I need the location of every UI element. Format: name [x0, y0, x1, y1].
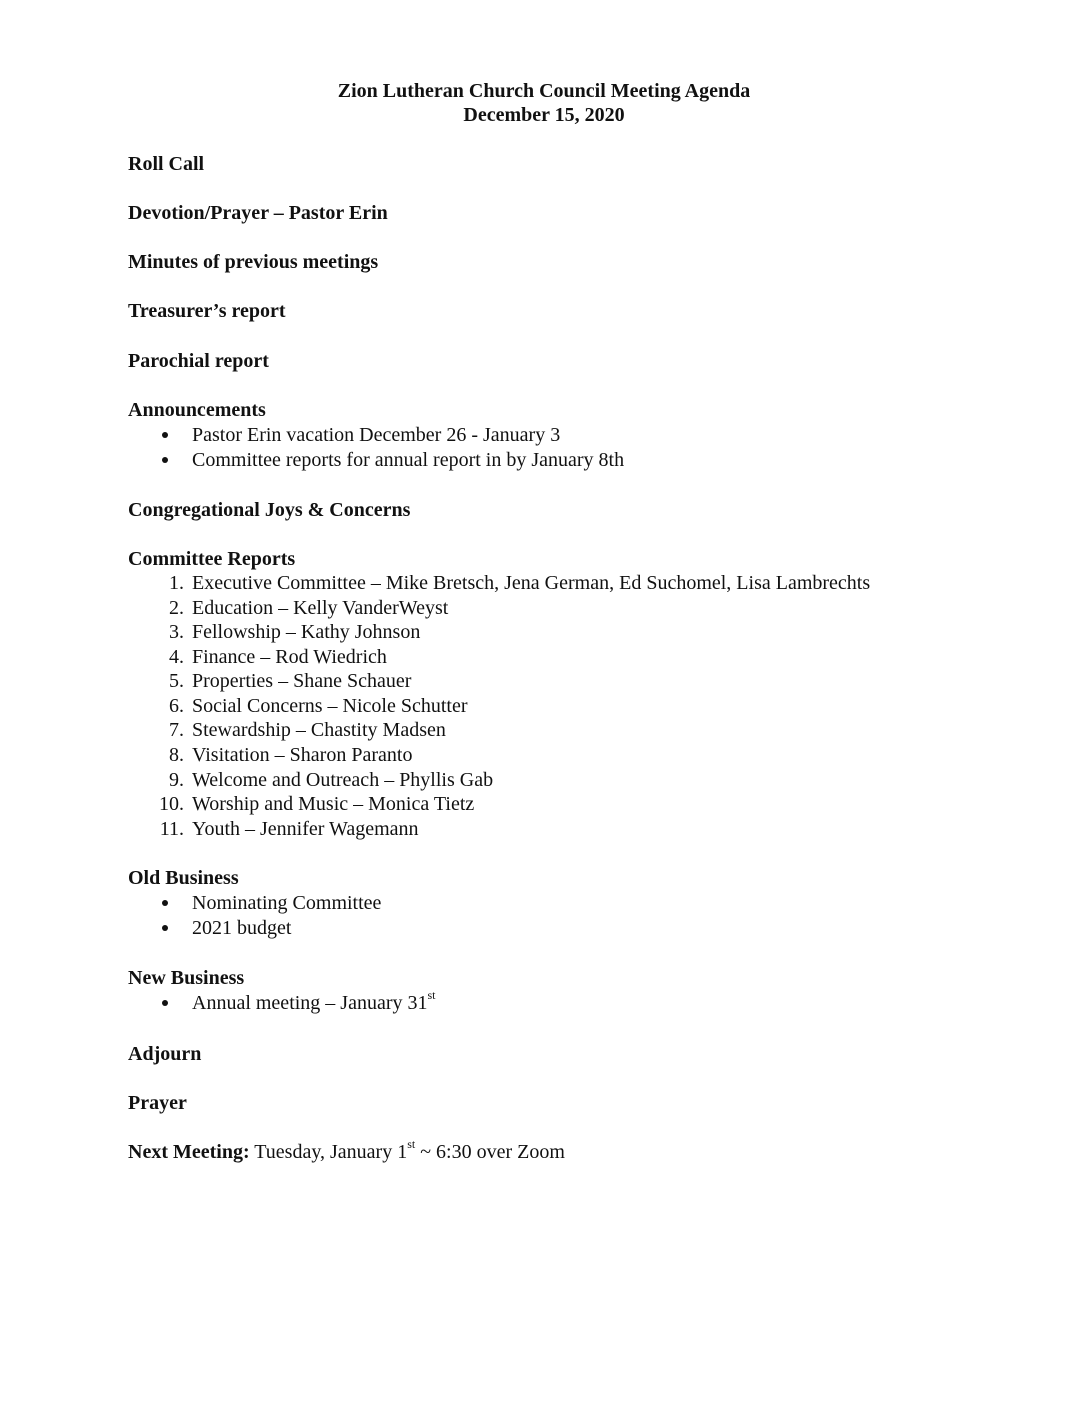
list-number: 11. [159, 818, 184, 840]
committee-item: Social Concerns – Nicole Schutter [192, 695, 468, 717]
announcement-item: Committee reports for annual report in by January 8th [192, 449, 625, 471]
committee-item: Stewardship – Chastity Madsen [192, 719, 446, 741]
heading-devotion: Devotion/Prayer – Pastor Erin [128, 202, 388, 224]
heading-prayer: Prayer [128, 1092, 187, 1114]
committee-item: Visitation – Sharon Paranto [192, 744, 413, 766]
bullet-icon [162, 432, 168, 438]
heading-roll-call: Roll Call [128, 153, 205, 175]
new-business-item-suffix: st [427, 988, 436, 1003]
next-meeting-time: ~ 6:30 over Zoom [415, 1141, 565, 1163]
old-business-item: Nominating Committee [192, 892, 382, 914]
announcement-item: Pastor Erin vacation December 26 - January 3 [192, 424, 561, 446]
heading-adjourn: Adjourn [128, 1043, 202, 1065]
next-meeting-line [128, 1137, 565, 1164]
document-title: Zion Lutheran Church Council Meeting Agenda [337, 80, 751, 102]
committee-item: Worship and Music – Monica Tietz [192, 793, 475, 815]
list-number: 2. [169, 597, 184, 619]
bullet-icon [162, 925, 168, 931]
committee-item: Youth – Jennifer Wagemann [192, 818, 419, 840]
bullet-icon [162, 457, 168, 463]
list-number: 6. [169, 695, 184, 717]
heading-new-business: New Business [128, 967, 245, 989]
new-business-item-text: Annual meeting – January 31 [192, 992, 428, 1014]
committee-item: Executive Committee – Mike Bretsch, Jena German, Ed Suchomel, Lisa Lambrechts [192, 572, 871, 594]
list-number: 8. [169, 744, 184, 766]
committee-item: Education – Kelly VanderWeyst [192, 597, 449, 619]
list-number: 10. [159, 793, 184, 815]
list-number: 3. [169, 621, 184, 643]
old-business-item: 2021 budget [192, 917, 292, 939]
next-meeting-date-suffix: st [407, 1137, 416, 1152]
list-number: 5. [169, 670, 184, 692]
bullet-icon [162, 900, 168, 906]
heading-minutes: Minutes of previous meetings [128, 251, 379, 273]
bullet-icon [162, 1000, 168, 1006]
heading-parochial: Parochial report [128, 350, 269, 372]
heading-committee-reports: Committee Reports [128, 548, 296, 570]
heading-treasurer: Treasurer’s report [128, 300, 286, 322]
document-date: December 15, 2020 [463, 104, 625, 126]
list-number: 9. [169, 769, 184, 791]
list-number: 1. [169, 572, 184, 594]
heading-announcements: Announcements [128, 399, 266, 421]
list-number: 4. [169, 646, 184, 668]
list-number: 7. [169, 719, 184, 741]
new-business-item [192, 988, 436, 1015]
next-meeting-label: Next Meeting: [128, 1141, 250, 1163]
heading-old-business: Old Business [128, 867, 239, 889]
committee-item: Properties – Shane Schauer [192, 670, 412, 692]
next-meeting-date: Tuesday, January 1 [249, 1141, 408, 1163]
committee-item: Finance – Rod Wiedrich [192, 646, 387, 668]
heading-joys-concerns: Congregational Joys & Concerns [128, 499, 411, 521]
committee-item: Fellowship – Kathy Johnson [192, 621, 421, 643]
committee-item: Welcome and Outreach – Phyllis Gab [192, 769, 494, 791]
